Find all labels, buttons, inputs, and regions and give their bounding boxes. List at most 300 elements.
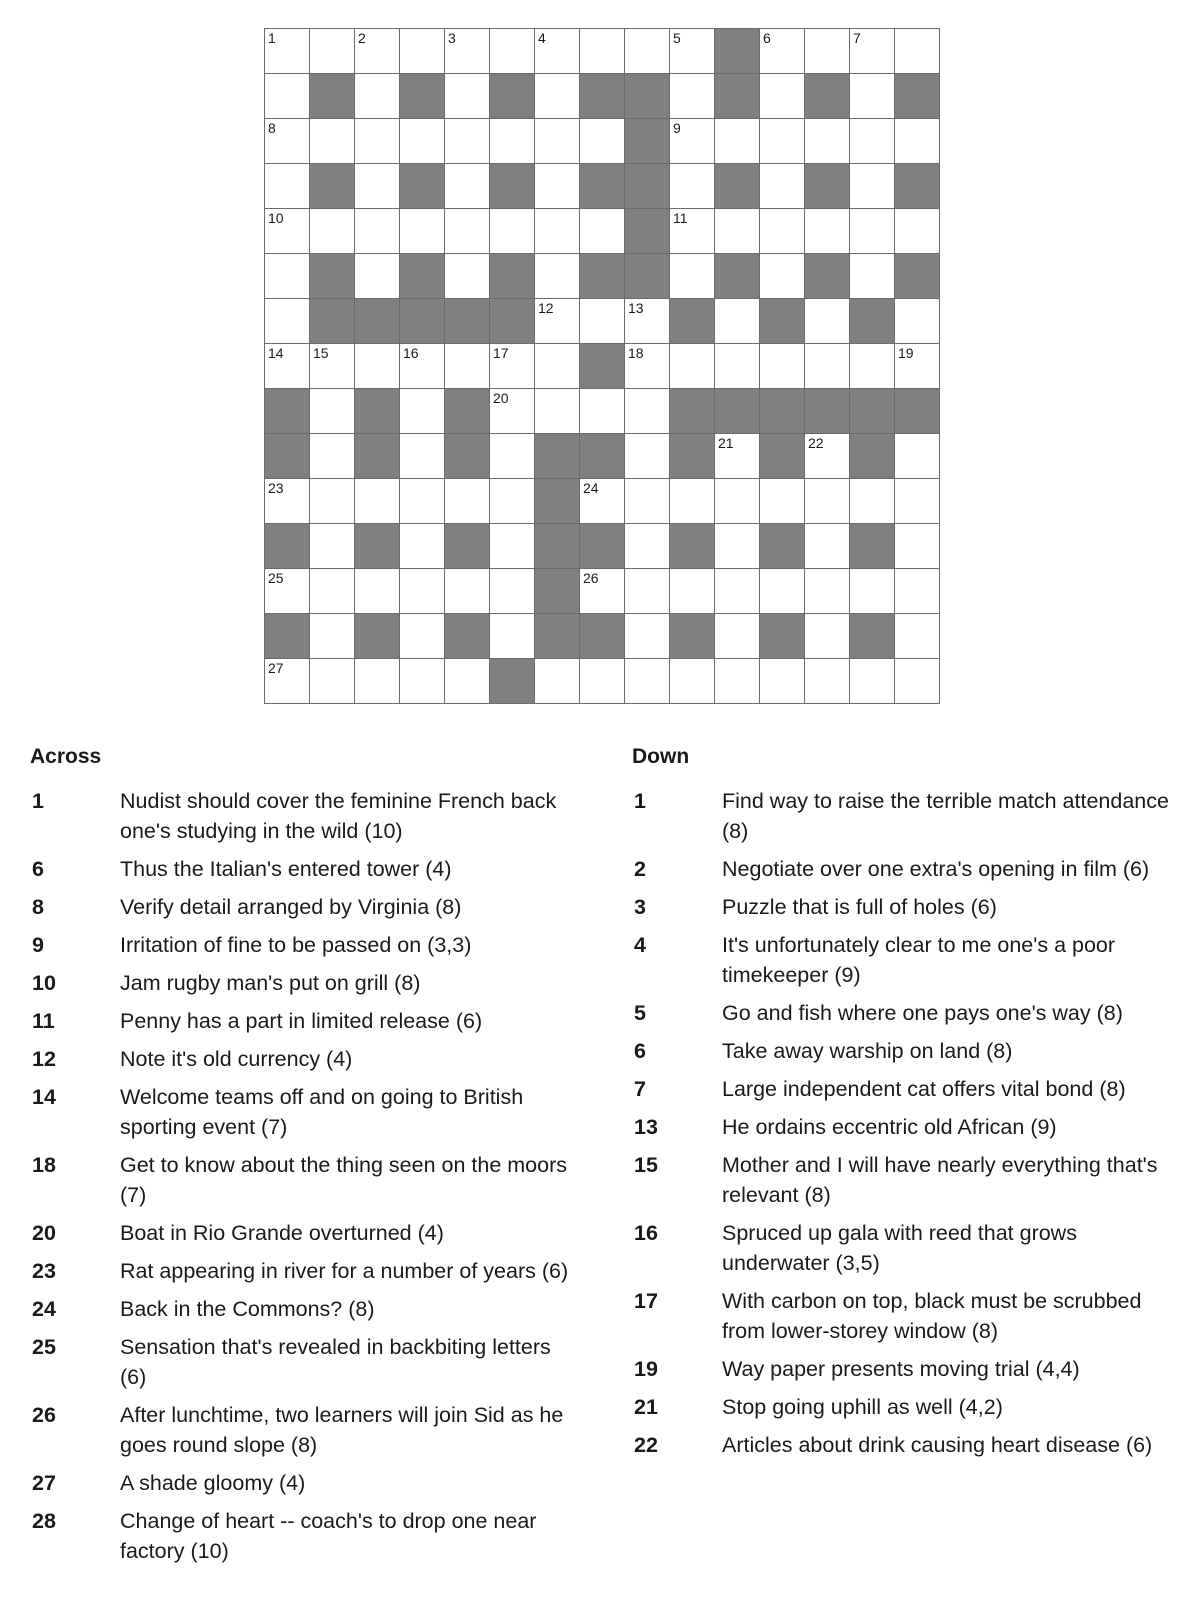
grid-cell[interactable] (445, 29, 490, 74)
across-clue[interactable] (30, 1400, 570, 1460)
grid-cell[interactable] (895, 479, 940, 524)
grid-cell[interactable] (670, 164, 715, 209)
grid-cell[interactable] (535, 299, 580, 344)
black-square (355, 434, 400, 479)
cell-number: 16 (403, 345, 419, 361)
down-clue[interactable] (632, 1286, 1187, 1346)
cell-number: 15 (313, 345, 329, 361)
clue-number: 1 (32, 789, 44, 813)
grid-cell[interactable] (310, 209, 355, 254)
clue-text: Jam rugby man's put on grill (8) (120, 971, 421, 995)
grid-cell[interactable] (355, 29, 400, 74)
grid-cell[interactable] (580, 479, 625, 524)
clue-number: 24 (32, 1297, 56, 1321)
black-square (445, 524, 490, 569)
clue-text: After lunchtime, two learners will join Sid as he goes round slope (8) (120, 1403, 564, 1457)
grid-cell[interactable] (310, 119, 355, 164)
down-clue[interactable] (632, 930, 1187, 990)
grid-cell[interactable] (895, 614, 940, 659)
black-square (760, 434, 805, 479)
grid-cell[interactable] (400, 119, 445, 164)
grid-cell[interactable] (895, 299, 940, 344)
grid-cell[interactable] (490, 479, 535, 524)
black-square (850, 389, 895, 434)
grid-cell[interactable] (625, 434, 670, 479)
grid-cell[interactable] (760, 569, 805, 614)
clue-text: Change of heart -- coach's to drop one near factory (10) (120, 1509, 537, 1563)
clue-number: 4 (634, 933, 646, 957)
clue-number: 19 (634, 1357, 658, 1381)
grid-cell[interactable] (715, 209, 760, 254)
cell-number: 26 (583, 570, 599, 586)
black-square (580, 254, 625, 299)
black-square (580, 344, 625, 389)
black-square (265, 614, 310, 659)
grid-cell[interactable] (535, 164, 580, 209)
cell-number: 3 (448, 30, 456, 46)
grid-cell[interactable] (400, 479, 445, 524)
grid-cell[interactable] (400, 209, 445, 254)
clue-number: 23 (32, 1259, 56, 1283)
cell-number: 11 (673, 210, 688, 226)
black-square (535, 614, 580, 659)
black-square (715, 389, 760, 434)
black-square (310, 254, 355, 299)
grid-cell[interactable] (490, 569, 535, 614)
grid-cell[interactable] (445, 209, 490, 254)
grid-cell[interactable] (805, 659, 850, 704)
grid-cell[interactable] (850, 344, 895, 389)
grid-cell[interactable] (445, 119, 490, 164)
grid-cell[interactable] (400, 614, 445, 659)
cell-number: 17 (493, 345, 509, 361)
black-square (580, 434, 625, 479)
clue-number: 16 (634, 1221, 658, 1245)
grid-cell[interactable] (850, 164, 895, 209)
across-clue[interactable] (30, 1506, 570, 1566)
clue-number: 6 (634, 1039, 646, 1063)
black-square (400, 254, 445, 299)
black-square (625, 119, 670, 164)
grid-cell[interactable] (805, 524, 850, 569)
grid-cell[interactable] (850, 74, 895, 119)
black-square (760, 389, 805, 434)
black-square (670, 299, 715, 344)
clue-number: 1 (634, 789, 646, 813)
grid-cell[interactable] (265, 659, 310, 704)
across-clue-list (30, 786, 570, 1566)
grid-cell[interactable] (445, 659, 490, 704)
across-clue[interactable] (30, 1468, 570, 1498)
across-clue[interactable] (30, 1006, 570, 1036)
grid-cell[interactable] (670, 254, 715, 299)
across-clue[interactable] (30, 854, 570, 884)
grid-cell[interactable] (490, 209, 535, 254)
grid-cell[interactable] (805, 434, 850, 479)
grid-cell[interactable] (850, 659, 895, 704)
clue-text: Back in the Commons? (8) (120, 1297, 375, 1321)
clue-number: 5 (634, 1001, 646, 1025)
black-square (760, 614, 805, 659)
grid-cell[interactable] (895, 344, 940, 389)
grid-cell[interactable] (310, 479, 355, 524)
clue-number: 26 (32, 1403, 56, 1427)
cell-number: 10 (268, 210, 284, 226)
black-square (805, 164, 850, 209)
clue-text: Boat in Rio Grande overturned (4) (120, 1221, 444, 1245)
across-clue[interactable] (30, 1150, 570, 1210)
black-square (580, 164, 625, 209)
black-square (625, 254, 670, 299)
across-clue[interactable] (30, 930, 570, 960)
grid-cell[interactable] (760, 479, 805, 524)
black-square (670, 614, 715, 659)
grid-cell[interactable] (445, 344, 490, 389)
grid-cell[interactable] (805, 614, 850, 659)
grid-cell[interactable] (310, 569, 355, 614)
down-clue[interactable] (632, 1112, 1187, 1142)
grid-cell[interactable] (355, 569, 400, 614)
black-square (265, 524, 310, 569)
black-square (715, 74, 760, 119)
clue-text: Note it's old currency (4) (120, 1047, 353, 1071)
black-square (355, 389, 400, 434)
clue-number: 2 (634, 857, 646, 881)
grid-cell[interactable] (670, 209, 715, 254)
grid-cell[interactable] (760, 164, 805, 209)
grid-cell[interactable] (400, 434, 445, 479)
grid-cell[interactable] (760, 344, 805, 389)
black-square (490, 74, 535, 119)
grid-cell[interactable] (715, 299, 760, 344)
grid-cell[interactable] (265, 569, 310, 614)
across-clues (30, 744, 570, 1574)
grid-cell[interactable] (625, 344, 670, 389)
clue-text: Rat appearing in river for a number of years (6) (120, 1259, 569, 1283)
grid-cell[interactable] (535, 389, 580, 434)
down-clue[interactable] (632, 1430, 1187, 1460)
grid-cell[interactable] (715, 119, 760, 164)
grid-cell[interactable] (760, 209, 805, 254)
clue-text: Thus the Italian's entered tower (4) (120, 857, 452, 881)
grid-cell[interactable] (850, 254, 895, 299)
grid-cell[interactable] (400, 344, 445, 389)
grid-cell[interactable] (895, 524, 940, 569)
grid-cell[interactable] (445, 479, 490, 524)
grid-cell[interactable] (490, 344, 535, 389)
grid-cell[interactable] (310, 614, 355, 659)
grid-cell[interactable] (265, 29, 310, 74)
black-square (760, 299, 805, 344)
grid-cell[interactable] (535, 29, 580, 74)
cell-number: 12 (538, 300, 554, 316)
grid-cell[interactable] (580, 119, 625, 164)
grid-cell[interactable] (535, 209, 580, 254)
across-clue[interactable] (30, 1256, 570, 1286)
grid-cell[interactable] (355, 659, 400, 704)
grid-cell[interactable] (805, 209, 850, 254)
down-clue[interactable] (632, 998, 1187, 1028)
grid-cell[interactable] (625, 299, 670, 344)
down-clue[interactable] (632, 1354, 1187, 1384)
across-clue[interactable] (30, 892, 570, 922)
grid-cell[interactable] (400, 29, 445, 74)
crossword-grid (264, 28, 940, 704)
grid-cell[interactable] (355, 254, 400, 299)
grid-cell[interactable] (760, 254, 805, 299)
grid-cell[interactable] (580, 299, 625, 344)
clue-text: Stop going uphill as well (4,2) (722, 1395, 1003, 1419)
cell-number: 19 (898, 345, 914, 361)
grid-cell[interactable] (670, 479, 715, 524)
cell-number: 23 (268, 480, 284, 496)
grid-cell[interactable] (715, 524, 760, 569)
grid-cell[interactable] (895, 659, 940, 704)
clue-number: 7 (634, 1077, 646, 1101)
grid-cell[interactable] (265, 344, 310, 389)
grid-cell[interactable] (805, 479, 850, 524)
grid-cell[interactable] (400, 389, 445, 434)
down-clue-list (632, 786, 1187, 1460)
down-clue[interactable] (632, 892, 1187, 922)
grid-cell[interactable] (670, 29, 715, 74)
grid-cell[interactable] (625, 479, 670, 524)
grid-cell[interactable] (310, 524, 355, 569)
clue-number: 28 (32, 1509, 56, 1533)
clue-text: Go and fish where one pays one's way (8) (722, 1001, 1123, 1025)
grid-cell[interactable] (535, 344, 580, 389)
grid-cell[interactable] (805, 119, 850, 164)
grid-cell[interactable] (895, 119, 940, 164)
grid-cell[interactable] (445, 74, 490, 119)
black-square (715, 29, 760, 74)
across-clue[interactable] (30, 1218, 570, 1248)
clue-text: It's unfortunately clear to me one's a poor timekeeper (9) (722, 933, 1116, 987)
grid-cell[interactable] (625, 389, 670, 434)
grid-cell[interactable] (445, 569, 490, 614)
clue-text: Take away warship on land (8) (722, 1039, 1013, 1063)
black-square (355, 614, 400, 659)
black-square (445, 299, 490, 344)
grid-cell[interactable] (355, 74, 400, 119)
grid-cell[interactable] (400, 659, 445, 704)
clue-text: Large independent cat offers vital bond (8) (722, 1077, 1126, 1101)
black-square (805, 389, 850, 434)
grid-cell[interactable] (760, 29, 805, 74)
grid-cell[interactable] (805, 299, 850, 344)
clue-text: Nudist should cover the feminine French back one's studying in the wild (10) (120, 789, 557, 843)
grid-cell[interactable] (310, 389, 355, 434)
black-square (760, 524, 805, 569)
clue-text: Articles about drink causing heart disease (6) (722, 1433, 1153, 1457)
grid-cell[interactable] (670, 74, 715, 119)
clue-number: 12 (32, 1047, 56, 1071)
black-square (445, 614, 490, 659)
grid-cell[interactable] (355, 119, 400, 164)
across-clue[interactable] (30, 1082, 570, 1142)
across-heading: Across (30, 745, 102, 768)
grid-cell[interactable] (625, 659, 670, 704)
clue-number: 6 (32, 857, 44, 881)
cell-number: 2 (358, 30, 366, 46)
cell-number: 27 (268, 660, 284, 676)
grid-cell[interactable] (625, 569, 670, 614)
clue-text: Get to know about the thing seen on the moors (7) (120, 1153, 568, 1207)
across-clue[interactable] (30, 1294, 570, 1324)
grid-cell[interactable] (445, 164, 490, 209)
down-clue[interactable] (632, 1150, 1187, 1210)
down-clue[interactable] (632, 1218, 1187, 1278)
grid-cell[interactable] (670, 344, 715, 389)
across-clue[interactable] (30, 786, 570, 846)
grid-cell[interactable] (490, 434, 535, 479)
clue-number: 14 (32, 1085, 56, 1109)
grid-cell[interactable] (265, 74, 310, 119)
grid-cell[interactable] (670, 659, 715, 704)
cell-number: 22 (808, 435, 824, 451)
clue-text: Sensation that's revealed in backbiting letters (6) (120, 1335, 551, 1389)
clue-number: 3 (634, 895, 646, 919)
grid-cell[interactable] (445, 254, 490, 299)
grid-cell[interactable] (265, 479, 310, 524)
across-clue[interactable] (30, 968, 570, 998)
grid-cell[interactable] (625, 614, 670, 659)
down-clue[interactable] (632, 1036, 1187, 1066)
black-square (310, 74, 355, 119)
grid-cell[interactable] (490, 389, 535, 434)
black-square (490, 659, 535, 704)
grid-cell[interactable] (490, 614, 535, 659)
grid-cell[interactable] (805, 29, 850, 74)
black-square (400, 299, 445, 344)
black-square (850, 524, 895, 569)
grid-cell[interactable] (895, 569, 940, 614)
clue-text: Penny has a part in limited release (6) (120, 1009, 483, 1033)
black-square (670, 434, 715, 479)
grid-cell[interactable] (580, 389, 625, 434)
grid-cell[interactable] (580, 209, 625, 254)
grid-cell[interactable] (805, 344, 850, 389)
grid-cell[interactable] (850, 29, 895, 74)
grid-cell[interactable] (355, 164, 400, 209)
grid-cell[interactable] (265, 119, 310, 164)
black-square (625, 164, 670, 209)
grid-cell[interactable] (895, 29, 940, 74)
black-square (445, 434, 490, 479)
down-clue[interactable] (632, 1392, 1187, 1422)
clue-number: 17 (634, 1289, 658, 1313)
clue-text: With carbon on top, black must be scrubbed from lower-storey window (8) (722, 1289, 1142, 1343)
grid-cell[interactable] (760, 74, 805, 119)
grid-cell[interactable] (265, 254, 310, 299)
black-square (310, 299, 355, 344)
grid-cell[interactable] (400, 569, 445, 614)
cell-number: 24 (583, 480, 599, 496)
grid-cell[interactable] (265, 299, 310, 344)
grid-cell[interactable] (715, 614, 760, 659)
grid-cell[interactable] (265, 209, 310, 254)
cell-number: 20 (493, 390, 509, 406)
grid-cell[interactable] (850, 209, 895, 254)
black-square (670, 524, 715, 569)
clue-text: Puzzle that is full of holes (6) (722, 895, 997, 919)
grid-cell[interactable] (715, 479, 760, 524)
cell-number: 21 (718, 435, 734, 451)
clue-number: 21 (634, 1395, 658, 1419)
black-square (265, 434, 310, 479)
grid-cell[interactable] (355, 479, 400, 524)
grid-cell[interactable] (400, 524, 445, 569)
grid-cell[interactable] (670, 569, 715, 614)
black-square (625, 74, 670, 119)
grid-cell[interactable] (715, 344, 760, 389)
grid-cell[interactable] (490, 119, 535, 164)
grid-cell[interactable] (760, 659, 805, 704)
down-clue[interactable] (632, 786, 1187, 846)
grid-cell[interactable] (580, 659, 625, 704)
grid-cell[interactable] (535, 254, 580, 299)
across-clue[interactable] (30, 1332, 570, 1392)
grid-cell[interactable] (850, 569, 895, 614)
black-square (400, 74, 445, 119)
grid-cell[interactable] (535, 659, 580, 704)
cell-number: 14 (268, 345, 284, 361)
black-square (355, 299, 400, 344)
grid-cell[interactable] (895, 209, 940, 254)
grid-cell[interactable] (625, 29, 670, 74)
grid-cell[interactable] (355, 344, 400, 389)
black-square (895, 164, 940, 209)
grid-cell[interactable] (310, 659, 355, 704)
grid-cell[interactable] (715, 569, 760, 614)
clue-text: He ordains eccentric old African (9) (722, 1115, 1057, 1139)
cell-number: 6 (763, 30, 771, 46)
grid-cell[interactable] (850, 119, 895, 164)
black-square (850, 614, 895, 659)
clue-text: Way paper presents moving trial (4,4) (722, 1357, 1080, 1381)
clue-text: Negotiate over one extra's opening in film (6) (722, 857, 1150, 881)
grid-cell[interactable] (355, 209, 400, 254)
down-clue[interactable] (632, 854, 1187, 884)
grid-cell[interactable] (310, 29, 355, 74)
cell-number: 13 (628, 300, 644, 316)
black-square (400, 164, 445, 209)
grid-cell[interactable] (805, 569, 850, 614)
grid-cell[interactable] (580, 29, 625, 74)
grid-cell[interactable] (760, 119, 805, 164)
grid-cell[interactable] (535, 119, 580, 164)
clue-number: 8 (32, 895, 44, 919)
grid-cell[interactable] (670, 119, 715, 164)
clue-number: 13 (634, 1115, 658, 1139)
down-clue[interactable] (632, 1074, 1187, 1104)
grid-cell[interactable] (490, 524, 535, 569)
clue-number: 20 (32, 1221, 56, 1245)
grid-cell[interactable] (580, 569, 625, 614)
grid-cell[interactable] (625, 524, 670, 569)
grid-cell[interactable] (535, 74, 580, 119)
grid-cell[interactable] (715, 659, 760, 704)
clue-text: A shade gloomy (4) (120, 1471, 306, 1495)
grid-cell[interactable] (310, 434, 355, 479)
grid-cell[interactable] (850, 479, 895, 524)
across-clue[interactable] (30, 1044, 570, 1074)
grid-cell[interactable] (895, 434, 940, 479)
grid-cell[interactable] (310, 344, 355, 389)
grid-cell[interactable] (715, 434, 760, 479)
grid-cell[interactable] (265, 164, 310, 209)
grid-cell[interactable] (490, 29, 535, 74)
